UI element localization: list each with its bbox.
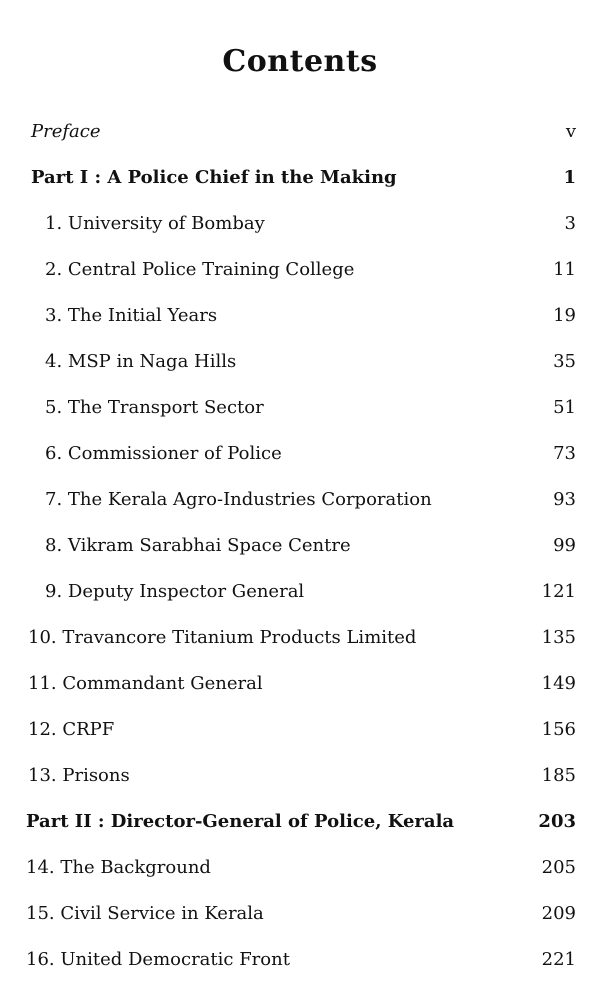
toc-entry-label: Part II : Director-General of Police, Kerala (26, 811, 455, 832)
toc-entry-chapter-8 (0, 530, 600, 562)
toc-entry-label: 15. Civil Service in Kerala (26, 903, 264, 924)
toc-entry-label: 1. University of Bombay (45, 213, 265, 234)
toc-entry-chapter-5 (0, 392, 600, 424)
toc-entry-chapter-15 (0, 898, 600, 930)
toc-entry-label: 14. The Background (26, 857, 211, 878)
toc-entry-page: 135 (541, 627, 576, 648)
toc-entry-label: 7. The Kerala Agro-Industries Corporation (45, 489, 432, 510)
toc-entry-chapter-1 (0, 208, 600, 240)
toc-entry-label: Part I : A Police Chief in the Making (31, 167, 397, 188)
toc-entry-page: 99 (553, 535, 576, 556)
toc-entry-page: 205 (541, 857, 576, 878)
toc-entry-chapter-9 (0, 576, 600, 608)
toc-entry-chapter-12 (0, 714, 600, 746)
toc-entry-page: 156 (541, 719, 576, 740)
toc-entry-label: 8. Vikram Sarabhai Space Centre (45, 535, 351, 556)
toc-entry-page: 203 (538, 811, 576, 832)
toc-entry-page: 19 (553, 305, 576, 326)
toc-entry-label: 2. Central Police Training College (45, 259, 355, 280)
toc-entry-label: Preface (31, 121, 101, 142)
toc-entry-label: 6. Commissioner of Police (45, 443, 282, 464)
toc-entry-chapter-16 (0, 944, 600, 976)
toc-entry-page: 121 (541, 581, 576, 602)
toc-entry-chapter-4 (0, 346, 600, 378)
toc-entry-chapter-14 (0, 852, 600, 884)
toc-entry-page: v (565, 121, 576, 142)
toc-entry-chapter-11 (0, 668, 600, 700)
toc-entry-page: 1 (563, 167, 576, 188)
toc-entry-page: 35 (553, 351, 576, 372)
toc-entry-chapter-2 (0, 254, 600, 286)
toc-entry-label: 11. Commandant General (28, 673, 263, 694)
toc-entry-label: 10. Travancore Titanium Products Limited (28, 627, 417, 648)
toc-entry-chapter-6 (0, 438, 600, 470)
toc-entry-preface (0, 116, 600, 148)
toc-entry-label: 13. Prisons (28, 765, 130, 786)
toc-entry-label: 12. CRPF (28, 719, 115, 740)
page-title: Contents (222, 44, 378, 79)
toc-entry-chapter-10 (0, 622, 600, 654)
toc-entry-chapter-7 (0, 484, 600, 516)
toc-entry-page: 221 (541, 949, 576, 970)
toc-entry-chapter-3 (0, 300, 600, 332)
toc-entry-chapter-13 (0, 760, 600, 792)
toc-entry-page: 51 (553, 397, 576, 418)
toc-entry-label: 16. United Democratic Front (26, 949, 290, 970)
toc-entry-label: 4. MSP in Naga Hills (45, 351, 237, 372)
toc-entry-part-2 (0, 806, 600, 838)
toc-entry-label: 3. The Initial Years (45, 305, 218, 326)
toc-entry-page: 149 (541, 673, 576, 694)
toc-entry-page: 185 (541, 765, 576, 786)
toc-entry-page: 93 (553, 489, 576, 510)
toc-entry-page: 73 (553, 443, 576, 464)
toc-entry-page: 3 (564, 213, 576, 234)
toc-entry-page: 209 (541, 903, 576, 924)
toc-entry-label: 5. The Transport Sector (45, 397, 264, 418)
toc-entry-part-1 (0, 162, 600, 194)
toc-entry-page: 11 (553, 259, 576, 280)
toc-entry-label: 9. Deputy Inspector General (45, 581, 305, 602)
